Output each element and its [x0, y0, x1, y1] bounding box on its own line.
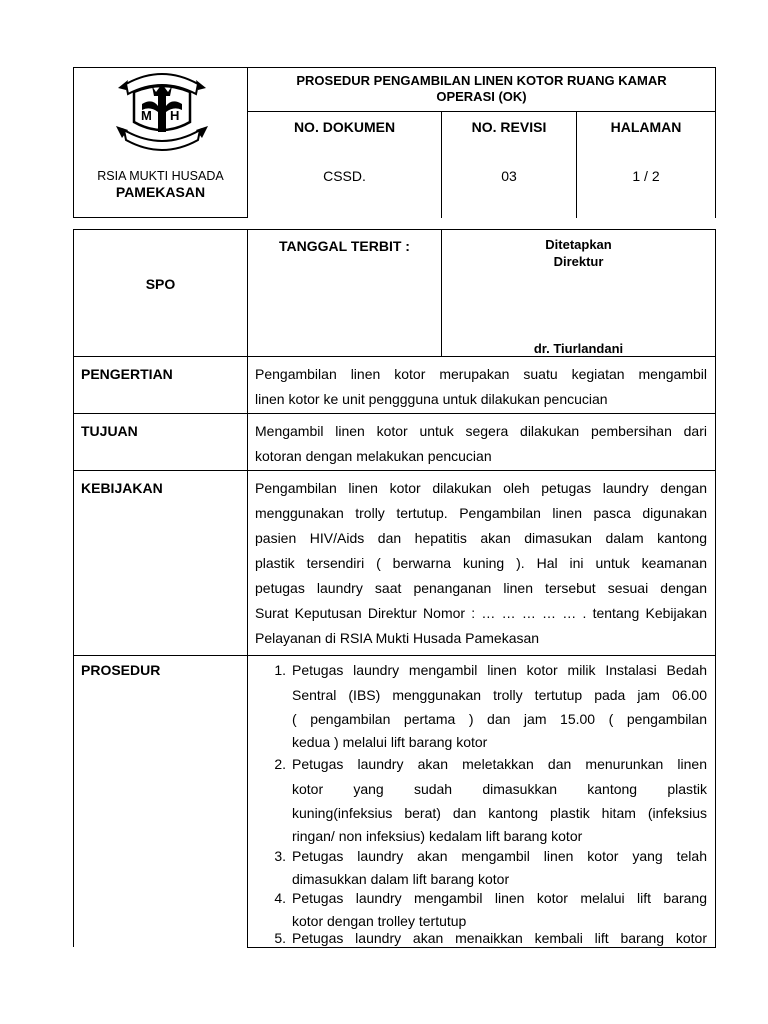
kebijakan-line: plastik tersendiri ( berwarna kuning ). Hal ini untuk keamanan	[255, 555, 707, 571]
prosedur-step-number: 2.	[274, 756, 286, 772]
org-city: PAMEKASAN	[115, 184, 206, 200]
prosedur-step-line: kedua ) melalui lift barang kotor	[292, 733, 488, 750]
tujuan-text	[255, 419, 707, 469]
logo-letter-h: H	[170, 108, 180, 123]
logo-letter-m: M	[141, 108, 152, 123]
prosedur-step-number: 3.	[274, 848, 286, 864]
pengertian-line: Pengambilan linen kotor merupakan suatu kegiatan mengambil	[255, 366, 707, 382]
kebijakan-line: Pelayanan di RSIA Mukti Husada Pamekasan	[255, 630, 540, 646]
prosedur-step-number: 1.	[274, 662, 286, 678]
tujuan-label: TUJUAN	[81, 423, 138, 439]
document-title-line2: OPERASI (OK)	[436, 89, 527, 104]
kebijakan-text	[255, 476, 707, 651]
prosedur-step-2	[292, 752, 707, 846]
prosedur-step-number: 5.	[274, 930, 286, 946]
value-no-revisi: 03	[501, 168, 517, 184]
org-name: RSIA MUKTI HUSADA	[97, 169, 224, 183]
prosedur-label: PROSEDUR	[81, 662, 161, 678]
spo-label: SPO	[145, 276, 176, 292]
prosedur-step-line: ringan/ non infeksius) kedalam lift barang kotor	[292, 827, 583, 844]
prosedur-step-line: dimasukkan dalam lift barang kotor	[292, 870, 510, 887]
prosedur-step-1	[292, 658, 707, 752]
pengertian-line: linen kotor ke unit penggguna untuk dilakukan pencucian	[255, 391, 608, 407]
label-no-dokumen: NO. DOKUMEN	[293, 119, 396, 135]
prosedur-step-line: Petugas laundry akan meletakkan dan menurunkan linen	[292, 756, 707, 772]
signer-name: dr. Tiurlandani	[533, 341, 624, 356]
tujuan-line: Mengambil linen kotor untuk segera dilakukan pembersihan dari	[255, 423, 707, 439]
tanggal-terbit-label: TANGGAL TERBIT :	[279, 238, 410, 254]
kebijakan-line: Surat Keputusan Direktur Nomor : … … … … … . tentang Kebijakan	[255, 605, 707, 621]
kebijakan-line: menggunakan trolly tertutup. Pengambilan linen pasca digunakan	[255, 505, 707, 521]
prosedur-step-number: 4.	[274, 890, 286, 906]
prosedur-step-line: Petugas laundry mengambil linen kotor melalui lift barang	[292, 890, 707, 906]
prosedur-step-line: Sentral (IBS) menggunakan trolly tertutup pada jam 06.00	[292, 686, 707, 703]
label-no-revisi: NO. REVISI	[471, 119, 547, 135]
prosedur-step-line: kotor yang sudah dimasukkan kantong plastik	[292, 780, 707, 797]
prosedur-step-line: ( pengambilan pertama ) dan jam 15.00 ( pengambilan	[292, 711, 707, 727]
value-halaman: 1 / 2	[632, 168, 660, 184]
kebijakan-line: pasien HIV/Aids dan hepatitis akan dimasukan dalam kantong	[255, 530, 707, 546]
tujuan-line: kotoran dengan melakukan pencucian	[255, 448, 492, 464]
value-no-dokumen: CSSD.	[323, 168, 366, 184]
label-halaman: HALAMAN	[610, 119, 682, 135]
prosedur-step-line: kuning(infeksius berat) dan kantong plastik hitam (infeksius	[292, 805, 707, 821]
prosedur-step-line: Petugas laundry akan menaikkan kembali lift barang kotor	[292, 930, 707, 946]
kebijakan-line: petugas laundry saat penanganan linen tersebut sesuai dengan	[255, 580, 707, 596]
pengertian-label: PENGERTIAN	[81, 366, 173, 382]
kebijakan-label: KEBIJAKAN	[81, 480, 163, 496]
prosedur-step-line: kotor dengan trolley tertutup	[292, 912, 467, 929]
document-title-line1: PROSEDUR PENGAMBILAN LINEN KOTOR RUANG KAMAR	[296, 73, 667, 88]
ditetapkan-label: Ditetapkan	[545, 237, 612, 252]
prosedur-step-4	[292, 886, 707, 931]
prosedur-step-5	[292, 926, 707, 951]
hospital-logo	[112, 66, 212, 158]
pengertian-text	[255, 362, 707, 412]
prosedur-step-line: Petugas laundry mengambil linen kotor milik Instalasi Bedah	[292, 662, 707, 678]
prosedur-step-line: Petugas laundry akan mengambil linen kotor yang telah	[292, 848, 707, 864]
logo-emblem-icon	[112, 66, 212, 158]
direktur-label: Direktur	[553, 254, 604, 269]
prosedur-step-3	[292, 844, 707, 889]
kebijakan-line: Pengambilan linen kotor dilakukan oleh petugas laundry dengan	[255, 480, 707, 496]
